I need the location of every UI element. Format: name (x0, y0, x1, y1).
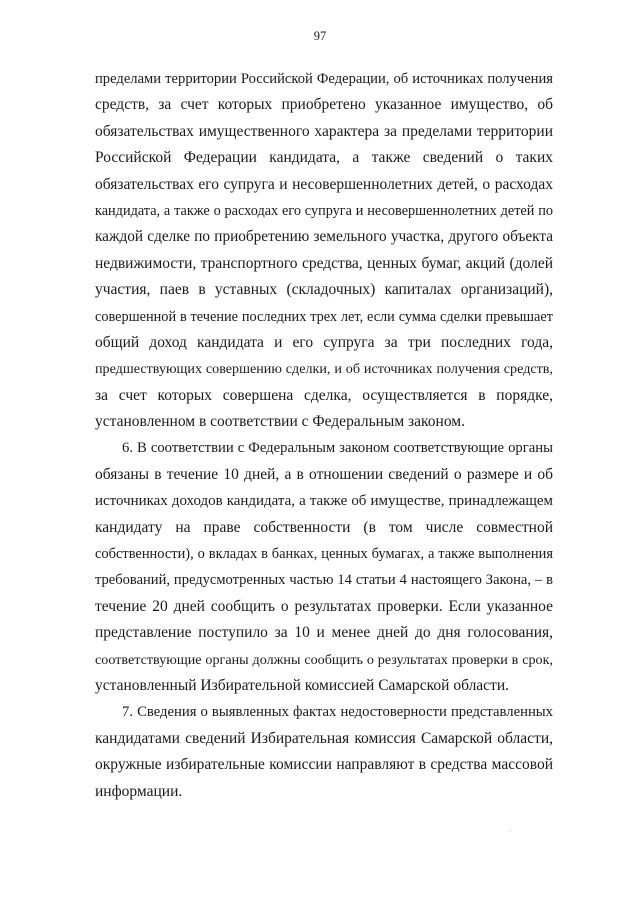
scan-speck (510, 830, 511, 831)
paragraph-continuation (95, 66, 553, 435)
text-line: окружные избирательные комиссии направляют в средства массовой (95, 756, 553, 774)
text-line: собственности), о вкладах в банках, ценных бумагах, а также выполнения (95, 546, 553, 563)
text-line: кандидата, а также о расходах его супруга и несовершеннолетних детей по (95, 202, 553, 219)
text-line: соответствующие органы должны сообщить о результатах проверки в срок, (95, 651, 553, 668)
text-line: представление поступило за 10 и менее дней до дня голосования, (95, 624, 553, 642)
text-line: обязательствах его супруга и несовершеннолетних детей, о расходах (95, 175, 553, 193)
paragraph-item-6 (95, 435, 553, 699)
text-line: установленном в соответствии с Федеральным законом. (95, 413, 465, 431)
text-line: за счет которых совершена сделка, осуществляется в порядке, (95, 386, 553, 404)
document-body (95, 66, 553, 805)
text-line: общий доход кандидата и его супруга за три последних года, (95, 333, 553, 351)
text-line: пределами территории Российской Федерации, об источниках получения (95, 71, 553, 87)
page-number: 97 (313, 29, 327, 43)
text-line: Российской Федерации кандидата, а также сведений о таких (95, 149, 553, 167)
text-line: 6. В соответствии с Федеральным законом соответствующие органы (122, 440, 553, 457)
text-line: кандидату на праве собственности (в том числе совместной (95, 518, 553, 536)
text-line: кандидатами сведений Избирательная комиссия Самарской области, (95, 729, 553, 747)
paragraph-item-7 (95, 699, 553, 805)
text-line: недвижимости, транспортного средства, ценных бумаг, акций (долей (95, 254, 553, 272)
text-line: требований, предусмотренных частью 14 статьи 4 настоящего Закона, – в (95, 572, 553, 589)
text-line: информации. (95, 782, 183, 800)
text-line: течение 20 дней сообщить о результатах проверки. Если указанное (95, 597, 553, 615)
text-line: источниках доходов кандидата, а также об имуществе, принадлежащем (95, 493, 553, 510)
text-line: совершенной в течение последних трех лет, если сумма сделки превышает (95, 308, 553, 325)
text-line: обязаны в течение 10 дней, а в отношении сведений о размере и об (95, 465, 553, 483)
text-line: 7. Сведения о выявленных фактах недостоверности представленных (122, 704, 553, 721)
text-line: обязательствах имущественного характера за пределами территории (95, 122, 553, 140)
text-line: средств, за счет которых приобретено указанное имущество, об (95, 96, 553, 114)
text-line: каждой сделке по приобретению земельного участка, другого объекта (95, 228, 553, 246)
text-line: установленный Избирательной комиссией Самарской области. (95, 676, 510, 694)
text-line: участия, паев в уставных (складочных) капиталах организаций), (95, 281, 553, 299)
text-line: предшествующих совершению сделки, и об источниках получения средств, (95, 361, 553, 378)
